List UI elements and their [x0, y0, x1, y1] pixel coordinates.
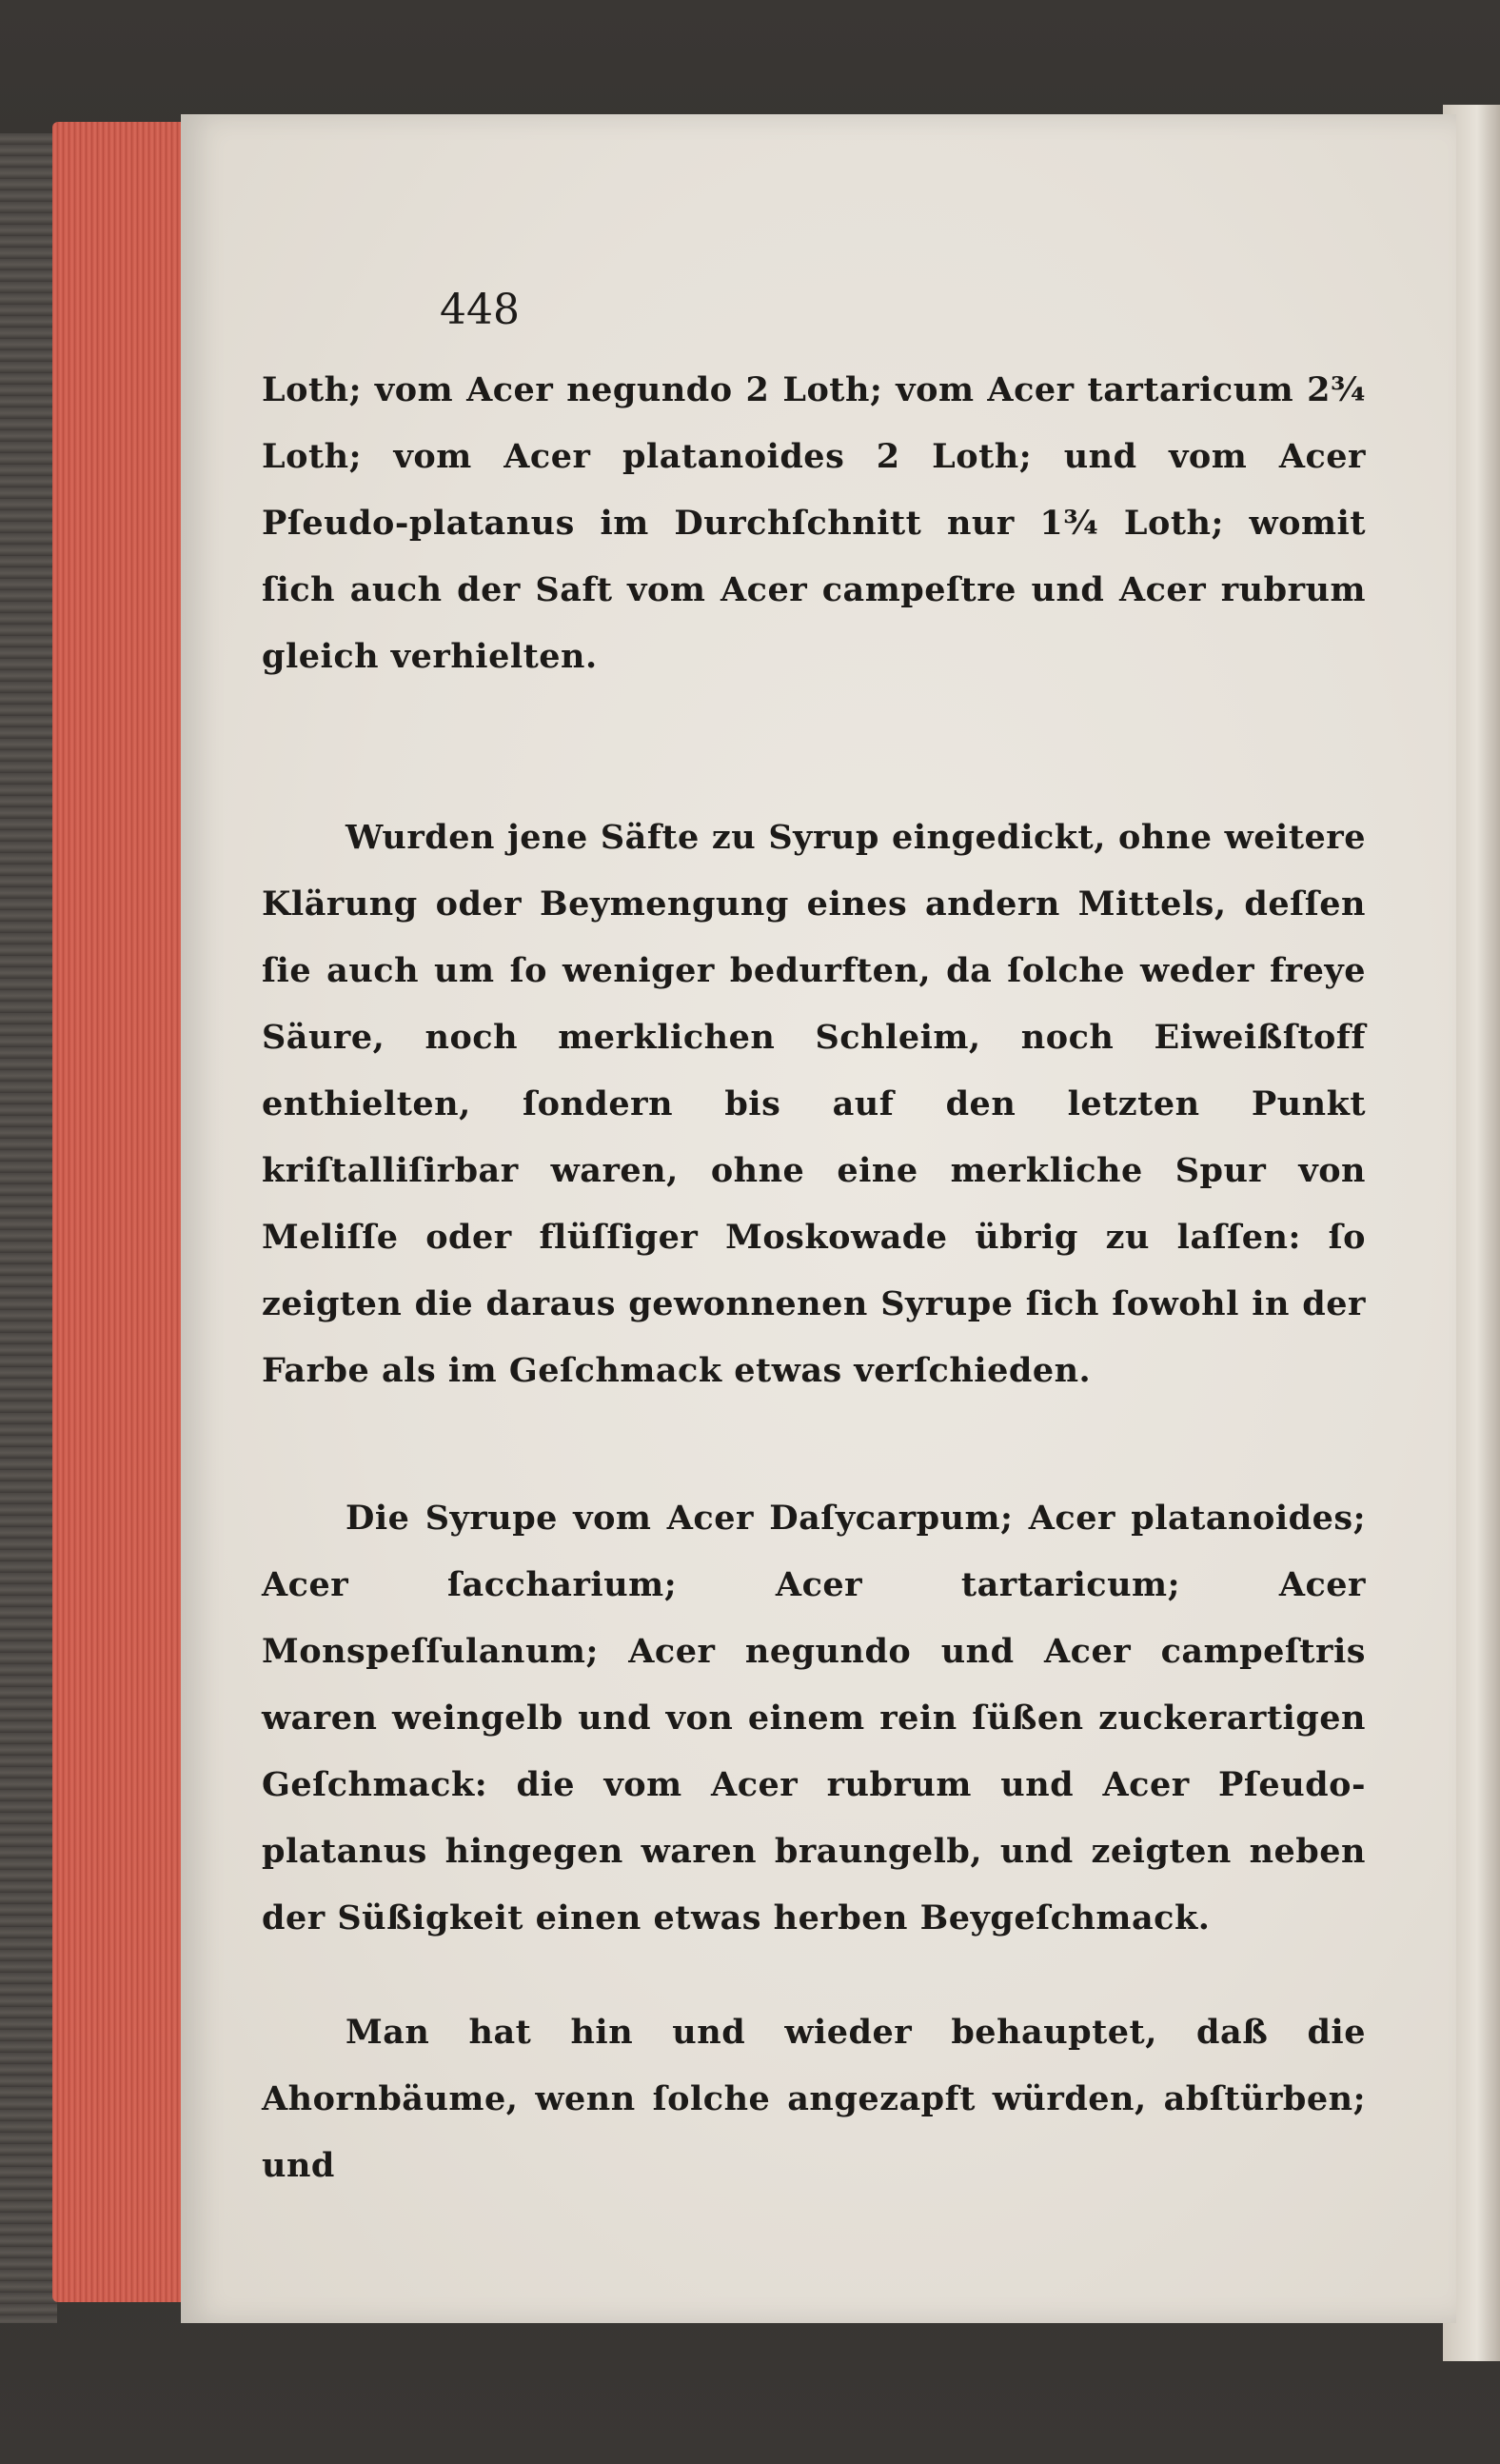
- page-number: 448: [440, 286, 520, 334]
- page-edges: [52, 122, 186, 2302]
- paragraph-2: Wurden jene Säfte zu Syrup eingedickt, ohne weitere Klärung oder Beymengung eines andern Mittels, deſſen ſie auch um ſo weniger bedurften, da ſolche weder freye Säure, noch merklichen Schleim, noch Eiweißſtoff enthielten, ſondern bis auf den letzten Punkt kriſtalliſirbar waren, ohne eine merkliche Spur von Meliſſe oder flüſſiger Moskowade übrig zu laſſen: ſo zeigten die daraus gewonnenen Syrupe ſich ſowohl in der Farbe als im Geſchmack etwas verſchieden.: [262, 818, 1366, 1390]
- paragraph-4: Man hat hin und wieder behauptet, daß die Ahornbäume, wenn ſolche angezapft würden, abſtürben; und: [262, 2013, 1366, 2185]
- paragraph-3: Die Syrupe vom Acer Daſycarpum; Acer platanoides; Acer ſaccharium; Acer tartaricum; Acer Monspeſſulanum; Acer negundo und Acer campeſtris waren weingelb und von einem rein ſüßen zuckerartigen Geſchmack: die vom Acer rubrum und Acer Pſeudo-platanus hingegen waren braungelb, und zeigten neben der Süßigkeit einen etwas herben Beygeſchmack.: [262, 1499, 1366, 1937]
- paragraph-1: Loth; vom Acer negundo 2 Loth; vom Acer tartaricum 2¾ Loth; vom Acer platanoides 2 Loth; und vom Acer Pſeudo-platanus im Durchſchnitt nur 1¾ Loth; womit ſich auch der Saft vom Acer campeſtre und Acer rubrum gleich verhielten.: [262, 370, 1366, 676]
- book-cover: [0, 133, 57, 2323]
